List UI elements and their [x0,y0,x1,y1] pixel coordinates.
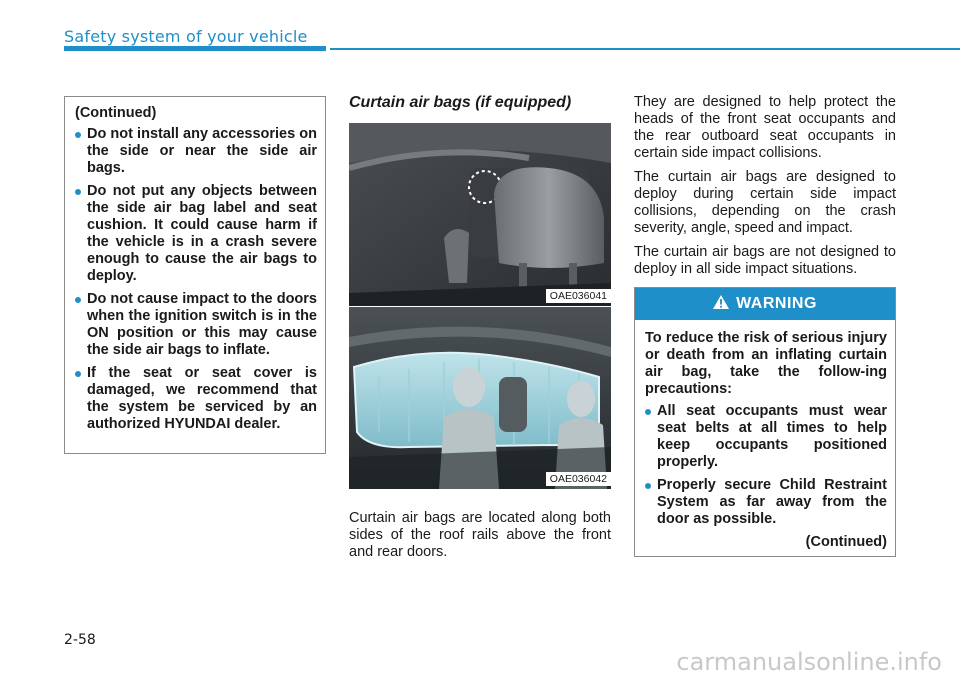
warning-list [645,403,887,528]
list-item: Properly secure Child Restraint System as far away from the door as possible. [645,477,887,528]
list-item: Do not install any accessories on the side or near the side air bags. [75,126,317,177]
page-number: 2-58 [64,632,96,648]
warning-header [635,288,895,320]
site-watermark: carmanualsonline.info [676,648,942,676]
headliner-airbag-label-illustration [349,123,611,306]
paragraph: The curtain air bags are designed to deploy during certain side impact collisions, depending on the crash severity, angle, speed and impact. [634,169,896,236]
side-airbag-caution-box [64,96,326,454]
warning-body [635,320,895,550]
curtain-airbag-deployed-graphic [349,307,611,489]
image-code-label: OAE036042 [546,472,611,486]
paragraph: The curtain air bags are not designed to deploy in all side impact situations. [634,244,896,277]
list-item: Do not cause impact to the doors when the ignition switch is in the ON position or this may cause the side air bags to inflate. [75,291,317,359]
curtain-airbag-deployed-illustration [349,307,611,489]
header-rule-thin [330,48,960,50]
list-item: If the seat or seat cover is damaged, we recommend that the system be serviced by an authorized HYUNDAI dealer. [75,365,317,433]
list-item: All seat occupants must wear seat belts at all times to help keep occupants positioned properly. [645,403,887,471]
curtain-airbag-description [634,94,896,285]
warning-box [634,287,896,557]
warning-title: WARNING [736,295,817,312]
image-code-label: OAE036041 [546,289,611,303]
curtain-airbag-heading: Curtain air bags (if equipped) [349,94,572,111]
warning-intro: To reduce the risk of serious injury or death from an inflating curtain air bag, take the follow-ing precautions: [645,330,887,397]
list-item: Do not put any objects between the side air bag label and seat cushion. It could cause harm if the vehicle is in a crash severe enough to cause the air bags to deploy. [75,183,317,285]
paragraph: They are designed to help protect the heads of the front seat occupants and the rear outboard seat occupants in certain side impact collisions. [634,94,896,161]
warning-triangle-icon [713,295,729,314]
caution-list [75,126,317,433]
header-rule-thick [64,46,326,51]
curtain-airbag-label-photo [349,123,611,306]
continued-label: (Continued) [75,105,157,121]
section-title: Safety system of your vehicle [64,27,308,46]
curtain-airbag-location-text: Curtain air bags are located along both sides of the roof rails above the front and rear doors. [349,510,611,560]
continued-label: (Continued) [805,534,887,550]
